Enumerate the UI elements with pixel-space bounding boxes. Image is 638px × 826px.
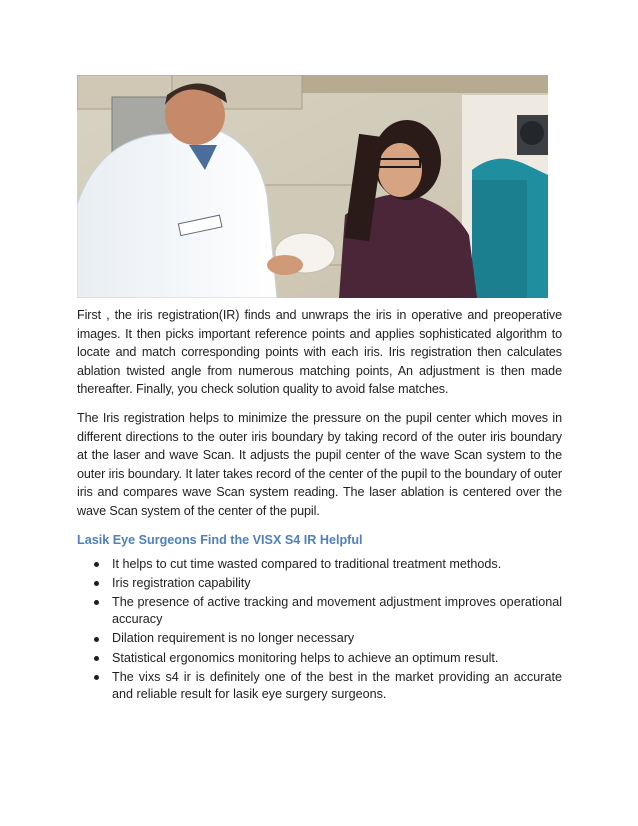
list-item xyxy=(77,630,562,648)
paragraph-iris-registration-benefits: The Iris registration helps to minimize the pressure on the pupil center which moves in different directions to the outer iris boundary by taking record of the outer iris boundary at the laser and wave Scan. It adjusts the pupil center of the wave Scan system to the outer iris boundary. It later takes record of the center of the pupil to the boundary of outer iris and compares wave Scan system reading. The laser ablation is centered over the wave Scan system of the center of the pupil. xyxy=(77,410,562,518)
list-item-text: It helps to cut time wasted compared to traditional treatment methods. xyxy=(112,556,502,571)
bullet-icon xyxy=(94,637,99,642)
list-item-text: Dilation requirement is no longer necessary xyxy=(112,631,355,646)
list-item xyxy=(77,650,562,668)
bullet-icon xyxy=(94,600,99,605)
list-item xyxy=(77,669,562,704)
bullet-icon xyxy=(94,562,99,567)
list-item xyxy=(77,575,562,593)
bullet-icon xyxy=(94,581,99,586)
bullet-icon xyxy=(94,675,99,680)
list-item-text: Statistical ergonomics monitoring helps to achieve an optimum result. xyxy=(112,650,499,665)
list-item-text: The vixs s4 ir is definitely one of the best in the market providing an accurate and reliable result for lasik eye surgery surgeons. xyxy=(112,669,562,702)
consultation-photo-illustration xyxy=(77,75,548,298)
list-item xyxy=(77,556,562,574)
section-heading: Lasik Eye Surgeons Find the VISX S4 IR Helpful xyxy=(77,532,363,547)
list-item-text: Iris registration capability xyxy=(112,575,251,590)
list-item-text: The presence of active tracking and movement adjustment improves operational accuracy xyxy=(112,594,562,627)
consultation-photo xyxy=(77,75,548,298)
article-body xyxy=(77,306,562,705)
paragraph-iris-registration-steps: First , the iris registration(IR) finds and unwraps the iris in operative and preoperative images. It then picks important reference points and applies sophisticated algorithm to locate and match corresponding points with each iris. Iris registration then calculates ablation twisted angle from numerous matching points, An adjustment is then made thereafter. Finally, you check solution quality to avoid false matches. xyxy=(77,308,562,397)
bullet-icon xyxy=(94,656,99,661)
benefits-list xyxy=(77,556,562,704)
list-item xyxy=(77,594,562,629)
